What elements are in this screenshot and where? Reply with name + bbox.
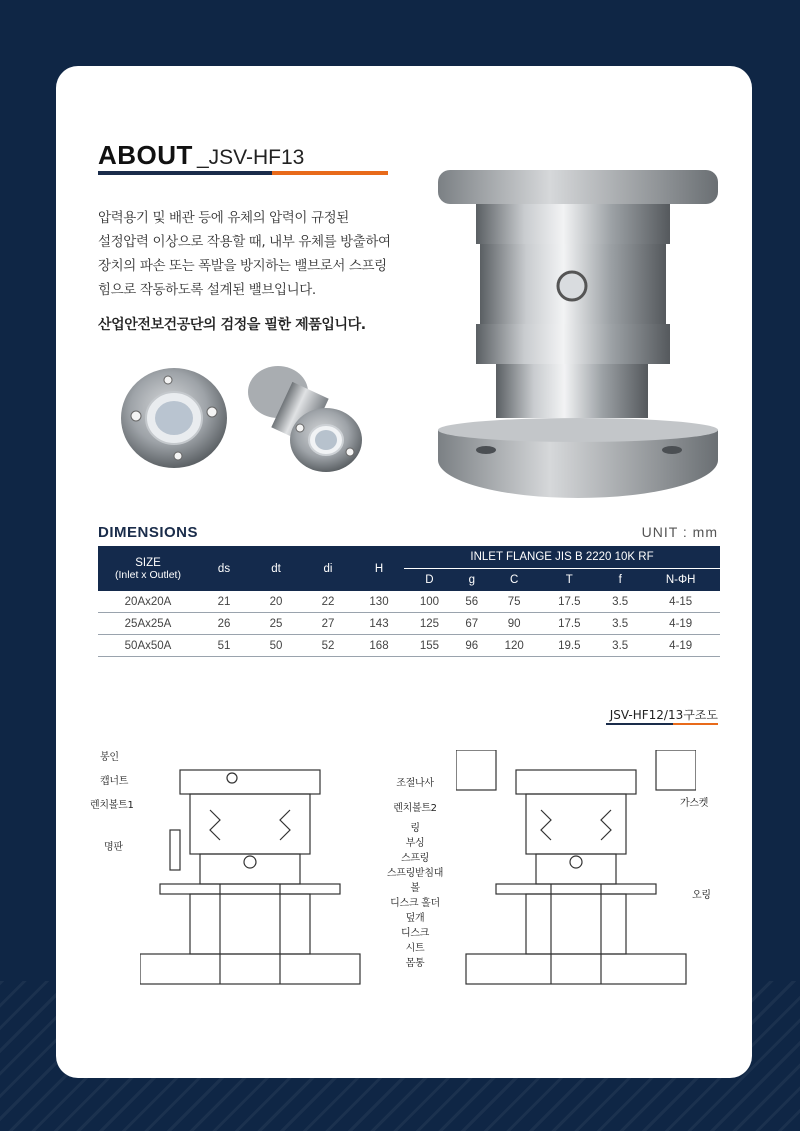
cell-size: 50Ax50A (98, 635, 198, 657)
cell-h: 143 (354, 613, 404, 635)
description-line: 설정압력 이상으로 작용할 때, 내부 유체를 방출하여 (98, 234, 391, 250)
label-adjust-screw: 조절나사 (396, 778, 434, 789)
label-disc-holder: 디스크 홀더 (390, 898, 440, 909)
label-cover: 덮개 (405, 913, 425, 924)
header-dt: dt (250, 546, 302, 591)
label-o-ring: 오링 (692, 890, 711, 901)
label-bushing: 부싱 (405, 838, 425, 849)
header-h: H (354, 546, 404, 591)
label-disc: 디스크 (400, 928, 430, 939)
header-c: C (489, 569, 540, 592)
cell-f: 3.5 (599, 613, 641, 635)
header-d: D (404, 569, 455, 592)
structure-drawing-left (140, 750, 370, 990)
cell-h: 168 (354, 635, 404, 657)
header-di: di (302, 546, 354, 591)
cell-size: 25Ax25A (98, 613, 198, 635)
label-spring-seat: 스프링받침대 (386, 868, 444, 879)
cell-ds: 26 (198, 613, 250, 635)
page-title (98, 140, 388, 171)
header-n-holes: N-ΦH (641, 569, 720, 592)
dimensions-table (98, 546, 720, 657)
cell-t: 17.5 (540, 613, 599, 635)
description-line: 압력용기 및 배관 등에 유체의 압력이 규정된 (98, 210, 349, 226)
label-wrench-bolt-2: 렌치볼트2 (393, 803, 437, 814)
cell-n-holes: 4-19 (641, 635, 720, 657)
cell-di: 52 (302, 635, 354, 657)
flange-side-photo (246, 362, 364, 478)
cell-d: 125 (404, 613, 455, 635)
label-seat: 시트 (405, 943, 425, 954)
cell-g: 67 (455, 613, 489, 635)
drawing-title-underline (606, 723, 718, 725)
cell-n-holes: 4-15 (641, 591, 720, 613)
unit-label: UNIT : mm (641, 524, 718, 540)
certification-notice: 산업안전보건공단의 검정을 필한 제품입니다. (98, 317, 366, 333)
cell-c: 90 (489, 613, 540, 635)
header-g: g (455, 569, 489, 592)
header-size-label: SIZE (135, 556, 161, 569)
header-ds: ds (198, 546, 250, 591)
label-ball: 볼 (410, 883, 420, 894)
table-row (98, 613, 720, 635)
valve-main-photo (436, 160, 722, 500)
cell-d: 155 (404, 635, 455, 657)
label-spring: 스프링 (400, 853, 430, 864)
cell-g: 96 (455, 635, 489, 657)
cell-t: 19.5 (540, 635, 599, 657)
flange-front-photo (118, 366, 230, 470)
product-description (98, 206, 398, 302)
cell-ds: 21 (198, 591, 250, 613)
label-wrench-bolt-1: 렌치볼트1 (90, 800, 134, 811)
label-ring: 링 (410, 823, 420, 834)
structure-drawing-right (456, 750, 696, 990)
dimensions-title: DIMENSIONS (98, 524, 199, 541)
header-size (98, 546, 198, 591)
label-body: 몸통 (405, 958, 425, 969)
cell-size: 20Ax20A (98, 591, 198, 613)
cell-h: 130 (354, 591, 404, 613)
cell-ds: 51 (198, 635, 250, 657)
cell-g: 56 (455, 591, 489, 613)
description-line: 장치의 파손 또는 폭발을 방지하는 밸브로서 스프링 (98, 258, 387, 274)
table-row (98, 635, 720, 657)
cell-n-holes: 4-19 (641, 613, 720, 635)
title-model: _JSV-HF13 (196, 146, 305, 169)
header-size-sub: (Inlet x Outlet) (115, 568, 181, 581)
cell-t: 17.5 (540, 591, 599, 613)
table-row (98, 591, 720, 613)
cell-di: 27 (302, 613, 354, 635)
cell-dt: 25 (250, 613, 302, 635)
drawing-title: JSV-HF12/13구조도 (609, 708, 718, 722)
cell-dt: 50 (250, 635, 302, 657)
title-underline (98, 171, 388, 175)
cell-f: 3.5 (599, 591, 641, 613)
cell-di: 22 (302, 591, 354, 613)
cell-c: 75 (489, 591, 540, 613)
header-t: T (540, 569, 599, 592)
label-cap-nut: 캡너트 (100, 776, 129, 787)
product-card (56, 66, 752, 1078)
label-nameplate: 명판 (104, 842, 123, 853)
header-f: f (599, 569, 641, 592)
label-gasket: 가스켓 (680, 798, 709, 809)
title-about: ABOUT (98, 140, 193, 170)
header-flange: INLET FLANGE JIS B 2220 10K RF (404, 546, 720, 569)
cell-d: 100 (404, 591, 455, 613)
description-line: 힘으로 작동하도록 설계된 밸브입니다. (98, 282, 316, 298)
cell-c: 120 (489, 635, 540, 657)
cell-f: 3.5 (599, 635, 641, 657)
cell-dt: 20 (250, 591, 302, 613)
label-seal: 봉인 (100, 752, 119, 763)
